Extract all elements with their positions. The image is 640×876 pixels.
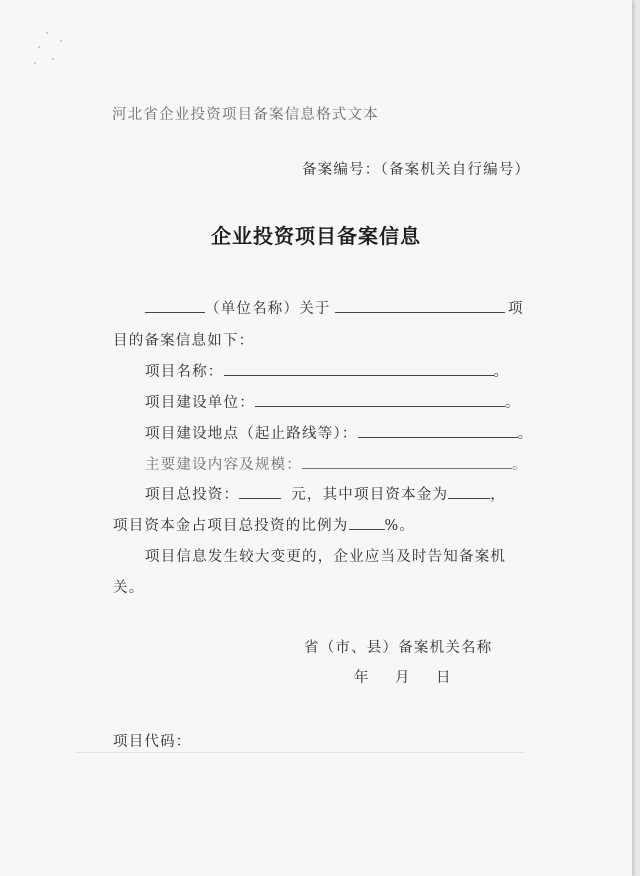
period-mark: 。 (493, 364, 510, 380)
total-investment-label: 项目总投资： (145, 487, 240, 503)
project-code-label: 项目代码： (113, 734, 192, 750)
project-location-label: 项目建设地点（起止路线等）： (145, 426, 358, 442)
project-location-blank (358, 425, 518, 438)
intro-unit-text: （单位名称）关于 (205, 301, 331, 317)
project-name-label: 项目名称： (145, 364, 224, 380)
intro-line-2: 目的备案信息如下： (113, 333, 255, 349)
signature-date: 年 月 日 (354, 670, 457, 686)
record-number: 备案编号：（备案机关自行编号） (302, 162, 531, 178)
period-mark: 。 (512, 457, 528, 473)
notice-line-1: 项目信息发生较大变更的，企业应当及时告知备案机 (145, 549, 507, 565)
percent-mark: %。 (384, 518, 416, 534)
bleed-through-rule (75, 752, 525, 753)
unit-name-blank (145, 300, 205, 313)
intro-end-char: 项 (508, 301, 524, 317)
capital-blank (448, 486, 490, 499)
item-project-name (145, 360, 509, 381)
intro-line-1 (145, 297, 505, 318)
capital-label: 元，其中项目资本金为 (291, 487, 449, 503)
project-content-blank (302, 456, 512, 469)
period-mark: 。 (504, 395, 521, 411)
item-project-builder (145, 391, 521, 412)
notice-line-2: 关。 (113, 580, 145, 596)
project-content-label: 主要建设内容及规模： (145, 457, 302, 473)
project-builder-blank (255, 394, 505, 407)
item-total-investment (145, 483, 506, 504)
project-name-blank (224, 363, 494, 376)
project-builder-label: 项目建设单位： (145, 395, 255, 411)
total-investment-blank (239, 486, 281, 499)
item-project-location (145, 422, 533, 443)
comma-mark: ， (490, 487, 506, 503)
period-mark: 。 (517, 426, 534, 442)
document-title: 企业投资项目备案信息 (211, 224, 421, 248)
item-project-content (145, 453, 528, 474)
authority-name: 省（市、县）备案机关名称 (304, 640, 493, 656)
capital-ratio-blank (349, 517, 385, 530)
capital-ratio-label: 项目资本金占项目总投资的比例为 (113, 518, 349, 534)
project-topic-blank (335, 300, 505, 313)
item-capital-ratio (113, 514, 415, 535)
document-type-heading: 河北省企业投资项目备案信息格式文本 (112, 107, 379, 123)
